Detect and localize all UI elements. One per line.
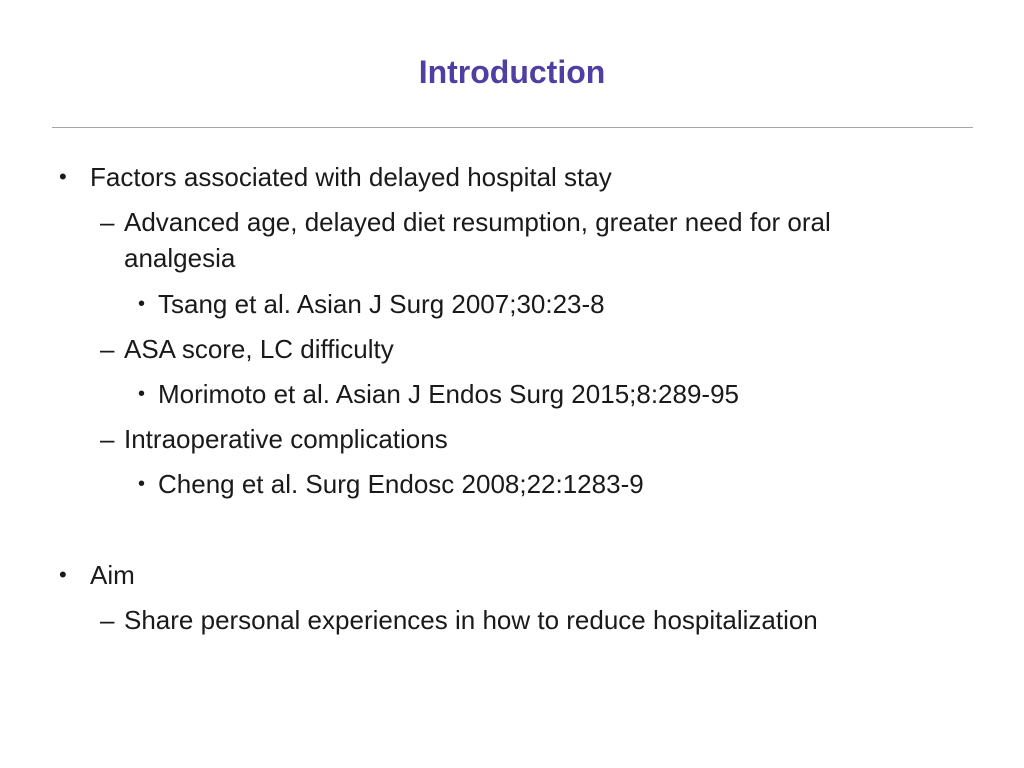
reference-morimoto bbox=[138, 376, 740, 412]
dash-marker: – bbox=[100, 605, 115, 635]
sub-bullet-text: Advanced age, delayed diet resumption, greater need for oral analgesia bbox=[124, 207, 831, 273]
sub-bullet-intraoperative bbox=[100, 421, 448, 457]
bullet-marker: • bbox=[59, 562, 67, 587]
reference-text: Tsang et al. Asian J Surg 2007;30:23-8 bbox=[158, 289, 605, 319]
slide-title: Introduction bbox=[418, 54, 606, 90]
dash-marker: – bbox=[100, 424, 115, 454]
sub-bullet-advanced-age bbox=[100, 204, 924, 276]
bullet-marker: • bbox=[138, 293, 146, 315]
bullet-marker: • bbox=[138, 473, 146, 495]
bullet-factors bbox=[59, 159, 612, 195]
bullet-aim bbox=[59, 557, 135, 593]
reference-cheng bbox=[138, 466, 644, 502]
sub-bullet-text: Share personal experiences in how to reduce hospitalization bbox=[124, 605, 818, 635]
bullet-text: Factors associated with delayed hospital stay bbox=[90, 162, 612, 192]
bullet-marker: • bbox=[138, 383, 146, 405]
sub-bullet-text: ASA score, LC difficulty bbox=[124, 334, 394, 364]
reference-tsang bbox=[138, 286, 605, 322]
reference-text: Morimoto et al. Asian J Endos Surg 2015;8:289-95 bbox=[158, 379, 740, 409]
sub-bullet-share bbox=[100, 602, 818, 638]
sub-bullet-text: Intraoperative complications bbox=[124, 424, 448, 454]
dash-marker: – bbox=[100, 334, 115, 364]
sub-bullet-asa bbox=[100, 331, 394, 367]
title-divider bbox=[52, 127, 973, 128]
bullet-text: Aim bbox=[90, 560, 135, 590]
bullet-marker: • bbox=[59, 164, 67, 189]
dash-marker: – bbox=[100, 207, 115, 237]
reference-text: Cheng et al. Surg Endosc 2008;22:1283-9 bbox=[158, 469, 644, 499]
